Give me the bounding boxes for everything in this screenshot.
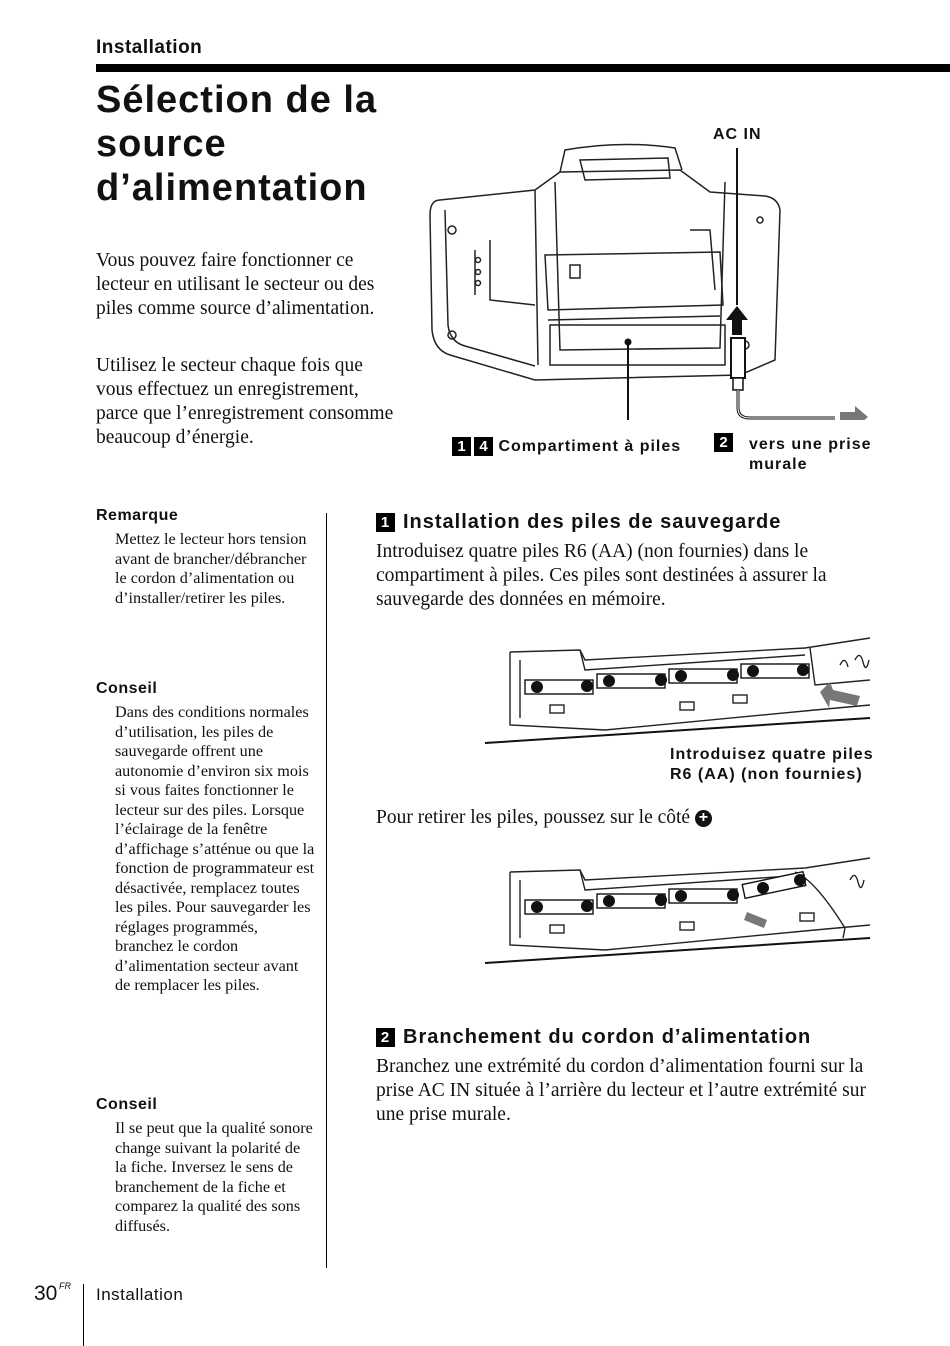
- remove-batteries-text: [376, 806, 881, 830]
- remove-batteries-label: Pour retirer les piles, poussez sur le côté: [376, 807, 691, 828]
- page-number: 30: [34, 1282, 58, 1305]
- step-4-badge: 4: [474, 437, 493, 456]
- page-title: Sélection de la source d’alimentation: [96, 79, 378, 209]
- tip-title: Conseil: [96, 680, 158, 697]
- wall-outlet-callout: [714, 433, 733, 452]
- tip-text: Il se peut que la qualité sonore change suivant la polarité de la fiche. Inversez le sens de branchement de la fiche et comparez la qualité des sons diffusés.: [115, 1119, 313, 1235]
- compartment-label: Compartiment à piles: [498, 438, 682, 455]
- section-1-badge: 1: [376, 513, 395, 532]
- unit-back-illustration: [420, 120, 880, 420]
- step-1-badge: 1: [452, 437, 471, 456]
- header-rule: [96, 64, 950, 72]
- intro-paragraph: Vous pouvez faire fonctionner ce lecteur en utilisant le secteur ou des piles comme source d’alimentation.: [96, 250, 375, 319]
- section-1-title: Installation des piles de sauvegarde: [403, 511, 782, 533]
- tip-title: Conseil: [96, 1096, 158, 1113]
- language-code: FR: [59, 1281, 71, 1291]
- note-title: Remarque: [96, 507, 179, 524]
- compartment-callout: [452, 437, 681, 457]
- section-header: Installation: [96, 37, 203, 58]
- battery-insert-caption: Introduisez quatre piles R6 (AA) (non fournies): [670, 746, 874, 783]
- step-2-badge: 2: [714, 433, 733, 452]
- section-2-text: Branchez une extrémité du cordon d’alimentation fourni sur la prise AC IN située à l’arrière du lecteur et l’autre extrémité sur une prise murale.: [376, 1056, 866, 1125]
- section-1-heading: [376, 511, 781, 534]
- section-2-badge: 2: [376, 1028, 395, 1047]
- section-1-text: Introduisez quatre piles R6 (AA) (non fournies) dans le compartiment à piles. Ces piles sont destinées à assurer la sauvegarde des données en mémoire.: [376, 541, 827, 610]
- sidebar-divider: [326, 513, 327, 1268]
- note-text: Mettez le lecteur hors tension avant de brancher/débrancher le cordon d’alimentation ou d’installer/retirer les piles.: [115, 530, 307, 607]
- section-2-heading: [376, 1026, 811, 1049]
- footer-section-label: Installation: [96, 1285, 184, 1304]
- intro-paragraph: Utilisez le secteur chaque fois que vous effectuez un enregistrement, parce que l’enregistrement consomme beaucoup d’énergie.: [96, 355, 394, 448]
- plus-terminal-icon: +: [695, 810, 712, 827]
- tip-text: Dans des conditions normales d’utilisation, les piles de sauvegarde offrent une autonomie d’environ six mois si vous faites fonctionner le lecteur sur des piles. Lorsque l’éclairage de la fenêtre d’affichage s’atténue ou que la fonction de programmateur est désactivée, remplacez toutes les piles. Pour sauvegarder les réglages programmés, branchez le cordon d’alimentation secteur avant de remplacer les piles.: [115, 703, 315, 994]
- wall-outlet-label: vers une prise murale: [749, 436, 872, 473]
- battery-remove-illustration: [485, 850, 875, 965]
- footer-rule: [83, 1284, 84, 1346]
- battery-insert-illustration: [485, 630, 875, 745]
- section-2-title: Branchement du cordon d’alimentation: [403, 1026, 812, 1048]
- ac-in-label: AC IN: [713, 126, 762, 143]
